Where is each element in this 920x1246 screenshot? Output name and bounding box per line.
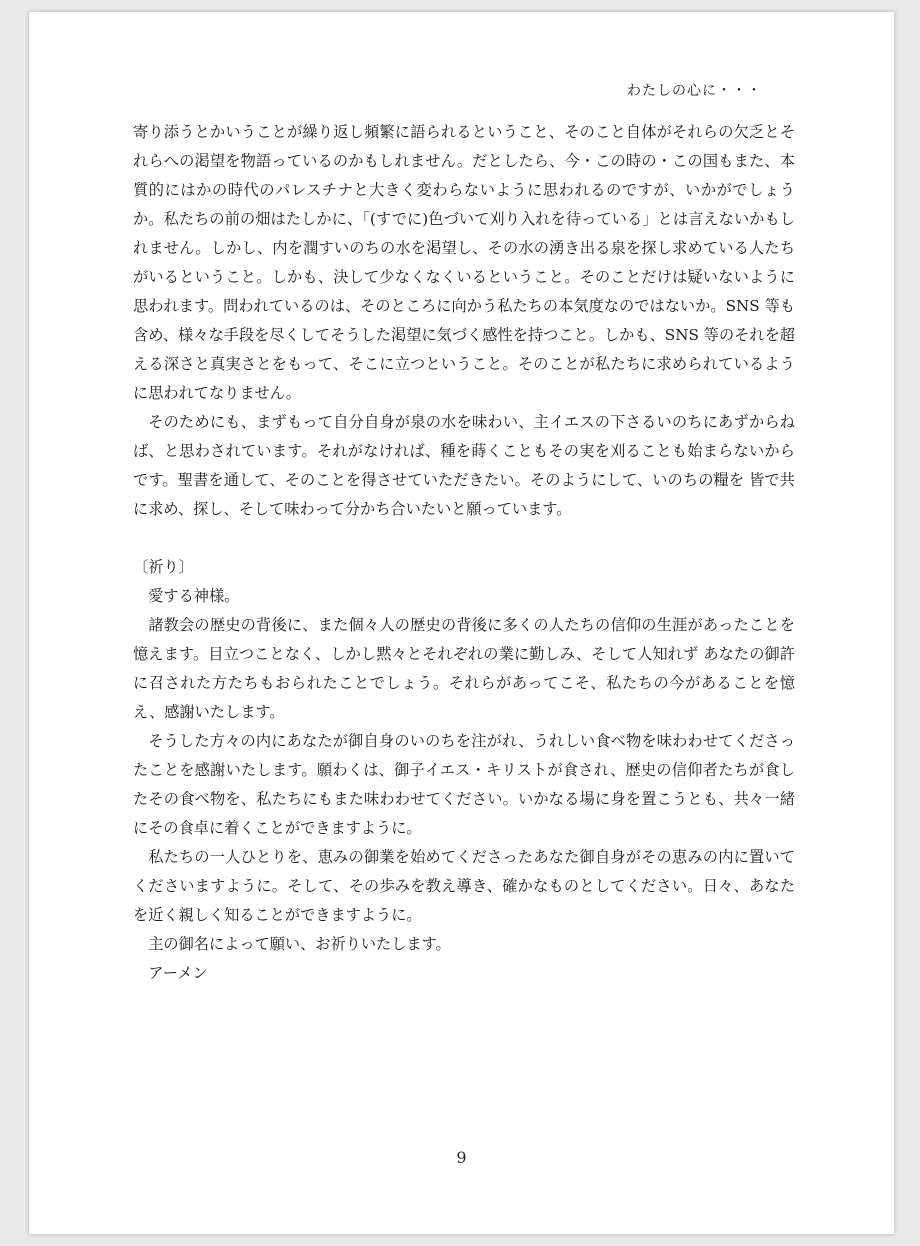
prayer-paragraph-3: 私たちの一人ひとりを、恵みの御業を始めてくださったあなた御自身がその恵みの内に置いてくださいますように。そして、その歩みを教え導き、確かなものとしてください。日々、あなたを近く親しく知ることができますように。	[133, 848, 795, 924]
body-text	[133, 118, 795, 988]
prayer-amen: アーメン	[148, 964, 208, 982]
page-number: 9	[456, 1148, 467, 1167]
running-head: わたしの心に・・・	[627, 83, 762, 99]
prayer-paragraph-1: 諸教会の歴史の背後に、また個々人の歴史の背後に多くの人たちの信仰の生涯があったことを憶えます。目立つことなく、しかし黙々とそれぞれの業に勤しみ、そして人知れず あなたの御許に召された方たちもおられたことでしょう。それらがあってこそ、私たちの今があることを憶え、感謝いたします。	[133, 616, 795, 721]
section-gap	[133, 524, 795, 553]
prayer-closing: 主の御名によって願い、お祈りいたします。	[148, 935, 451, 953]
prayer-paragraph-2: そうした方々の内にあなたが御自身のいのちを注がれ、うれしい食べ物を味わわせてくださったことを感謝いたします。願わくは、御子イエス・キリストが食され、歴史の信仰者たちが食したその食べ物を、私たちにもまた味わわせてください。いかなる場に身を置こうとも、共々一緒にその食卓に着くことができますように。	[133, 732, 795, 837]
paragraph-2: そのためにも、まずもって自分自身が泉の水を味わい、主イエスの下さるいのちにあずからねば、と思わされています。それがなければ、種を蒔くこともその実を刈ることも始まらないからです。聖書を通して、そのことを得させていただきたい。そのようにして、いのちの糧を 皆で共に求め、探し、そして味わって分かち合いたいと願っています。	[133, 413, 795, 518]
document-page	[29, 12, 894, 1234]
paragraph-1: 寄り添うとかいうことが繰り返し頻繁に語られるということ、そのこと自体がそれらの欠乏とそれらへの渇望を物語っているのかもしれません。だとしたら、今・この時の・この国もまた、本質的にはかの時代のパレスチナと大きく変わらないように思われるのですが、いかがでしょうか。私たちの前の畑はたしかに、「(すでに)色づいて刈り入れを待っている」とは言えないかもしれません。しかし、内を潤すいのちの水を渇望し、その水の湧き出る泉を探し求めている人たちがいるということ。しかも、決して少なくなくいるということ。そのことだけは疑いないように思われます。問われているのは、そのところに向かう私たちの本気度なのではないか。SNS 等も含め、様々な手段を尽くしてそうした渇望に気づく感性を持つこと。しかも、SNS 等のそれを超える深さと真実さとをもって、そこに立つということ。そのことが私たちに求められているように思われてなりません。	[133, 123, 795, 402]
prayer-address: 愛する神様。	[148, 587, 240, 605]
prayer-heading: 〔祈り〕	[133, 558, 194, 576]
